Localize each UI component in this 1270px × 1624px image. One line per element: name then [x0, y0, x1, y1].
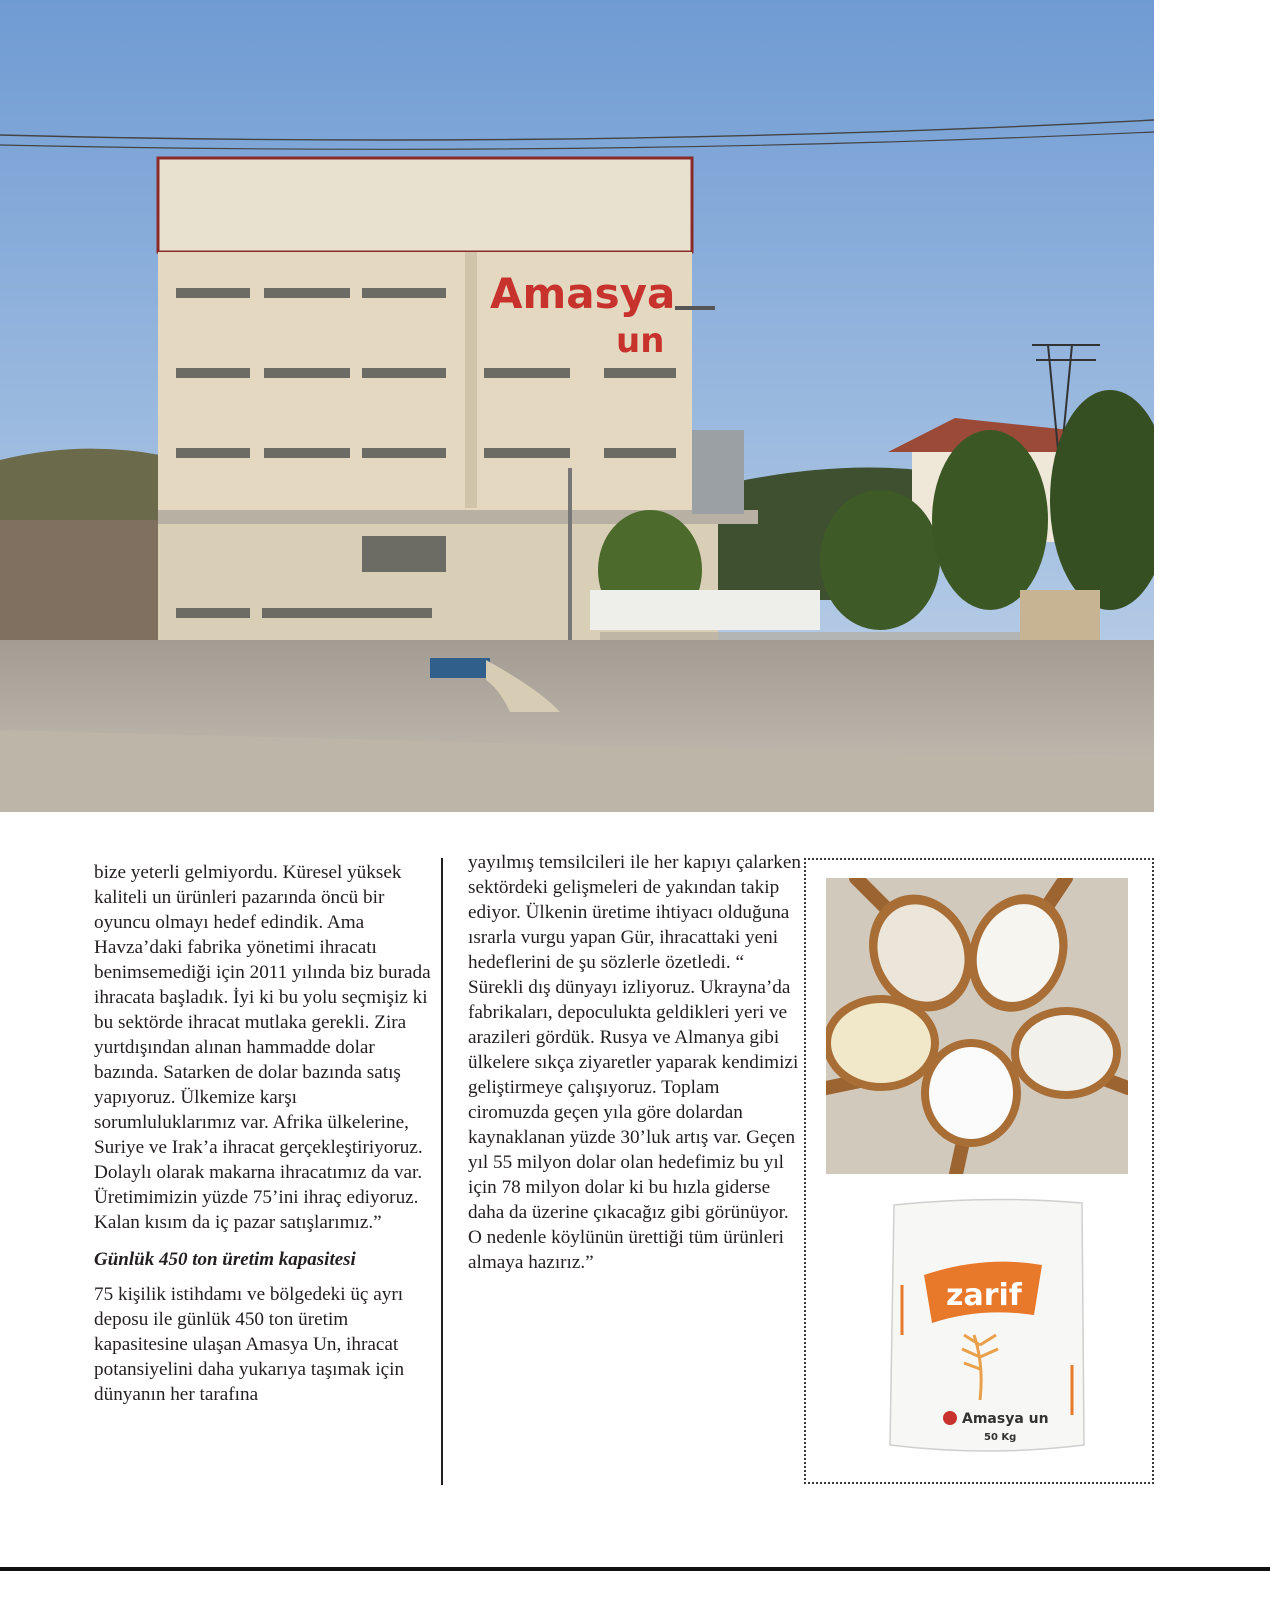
zarif-flour-bag-image: [884, 1195, 1092, 1457]
sign-sub-text: un: [616, 321, 665, 361]
column-divider: [441, 858, 443, 1485]
sign-brand-text: Amasya: [490, 269, 676, 318]
article-subheading: Günlük 450 ton üretim kapasitesi: [94, 1249, 356, 1270]
bag-weight-text: 50 Kg: [984, 1432, 1017, 1443]
page-bottom-rule: [0, 1567, 1270, 1571]
article-column-1: [94, 860, 436, 1407]
bag-brand-text: zarif: [946, 1278, 1022, 1313]
article-paragraph: yayılmış temsilcileri ile her kapıyı çalarken sektördeki gelişmeleri de yakından takip ediyor. Ülkenin üretime ihtiyacı olduğuna ısrarla vurgu yapan Gür, ihracattaki yeni hedeflerini de şu sözlerle özetledi. “ Sürekli dış dünyayı izliyoruz. Ukrayna’da fabrikaları, depoculukta geldikleri yeri ve arazileri gördük. Rusya ve Almanya gibi ülkelere sıkça ziyaretler yaparak kendimizi geliştirmeye çalışıyoruz. Toplam ciromuzda geçen yıla göre dolardan kaynaklanan yüzde 30’luk artış var. Geçen yıl 55 milyon dolar olan hedefimiz bu yıl için 78 milyon dolar ki bu hızla giderse daha da üzerine çıkacağız gibi görünüyor. O nedenle köylünün ürettiği tüm ürünleri almaya hazırız.”: [468, 852, 801, 1273]
article-paragraph: 75 kişilik istihdamı ve bölgedeki üç ayrı deposu ile günlük 450 ton üretim kapasitesine ulaşan Amasya Un, ihracat potansiyelini daha yukarıya taşımak için dünyanın her tarafına: [94, 1284, 405, 1405]
flour-spoons-photo: [826, 878, 1128, 1174]
product-image-box: [804, 858, 1154, 1484]
hero-photo-flour-mill: [0, 0, 1154, 812]
article-column-2: [468, 850, 802, 1275]
article-paragraph: bize yeterli gelmiyordu. Küresel yüksek kaliteli un ürünleri pazarında öncü bir oyuncu olmayı hedef edindik. Ama Havza’daki fabrika yönetimi ihracatı benimsemediği için 2011 yılında biz burada ihracata başladık. İyi ki bu yolu seçmişiz ki bu sektörde ihracat mutlaka gerekli. Zira yurtdışından alınan hammadde dolar bazında. Satarken de dolar bazında satış yapıyoruz. Ülkemize karşı sorumluluklarımız var. Afrika ülkelerine, Suriye ve Irak’a ihracat gerçekleştiriyoruz. Dolaylı olarak makarna ihracatımız da var. Üretimimizin yüzde 75’ini ihraç ediyoruz. Kalan kısım da iç pazar satışlarımız.”: [94, 862, 431, 1233]
bag-maker-text: Amasya un: [962, 1411, 1049, 1427]
